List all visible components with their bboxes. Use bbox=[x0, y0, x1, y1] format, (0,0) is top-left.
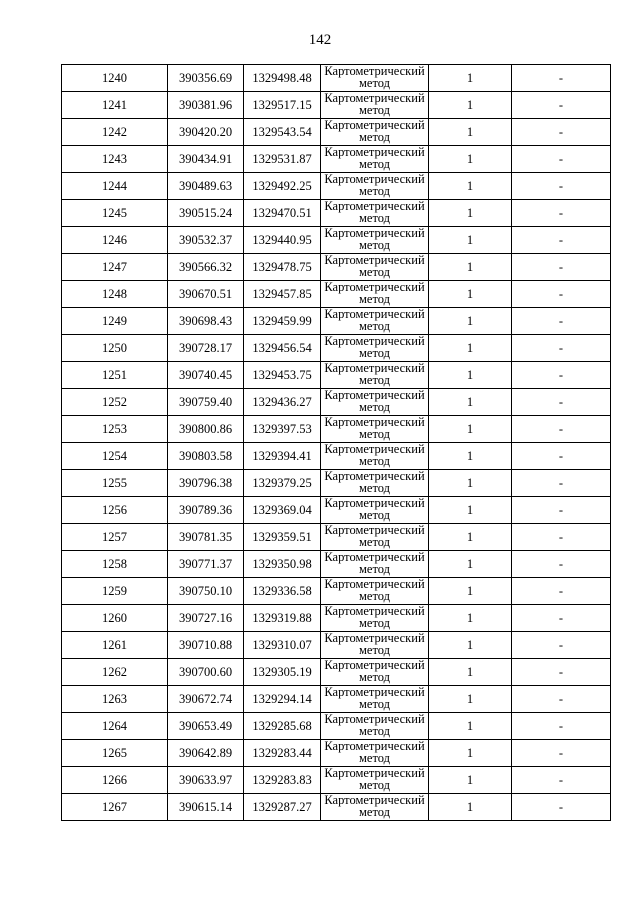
y-coordinate-cell: 1329350.98 bbox=[244, 551, 321, 578]
method-cell bbox=[321, 389, 429, 416]
y-coordinate-cell: 1329283.83 bbox=[244, 767, 321, 794]
accuracy-cell: 1 bbox=[429, 173, 512, 200]
point-number-cell: 1256 bbox=[62, 497, 168, 524]
note-cell: - bbox=[512, 605, 611, 632]
accuracy-cell: 1 bbox=[429, 605, 512, 632]
y-coordinate-cell: 1329459.99 bbox=[244, 308, 321, 335]
method-cell bbox=[321, 281, 429, 308]
method-line-1: Картометрический bbox=[324, 226, 425, 240]
method-line-2: метод bbox=[358, 157, 390, 171]
method-line-1: Картометрический bbox=[324, 766, 425, 780]
y-coordinate-cell: 1329394.41 bbox=[244, 443, 321, 470]
method-cell bbox=[321, 200, 429, 227]
note-cell: - bbox=[512, 173, 611, 200]
accuracy-cell: 1 bbox=[429, 416, 512, 443]
method-line-2: метод bbox=[358, 616, 390, 630]
accuracy-cell: 1 bbox=[429, 794, 512, 821]
method-cell bbox=[321, 686, 429, 713]
table-row bbox=[62, 443, 611, 470]
method-line-2: метод bbox=[358, 238, 390, 252]
x-coordinate-cell: 390566.32 bbox=[168, 254, 244, 281]
table-row bbox=[62, 524, 611, 551]
table-row bbox=[62, 65, 611, 92]
method-line-2: метод bbox=[358, 265, 390, 279]
accuracy-cell: 1 bbox=[429, 497, 512, 524]
method-cell bbox=[321, 713, 429, 740]
y-coordinate-cell: 1329369.04 bbox=[244, 497, 321, 524]
table-row bbox=[62, 146, 611, 173]
method-cell bbox=[321, 632, 429, 659]
method-line-2: метод bbox=[358, 643, 390, 657]
point-number-cell: 1252 bbox=[62, 389, 168, 416]
x-coordinate-cell: 390653.49 bbox=[168, 713, 244, 740]
y-coordinate-cell: 1329305.19 bbox=[244, 659, 321, 686]
y-coordinate-cell: 1329492.25 bbox=[244, 173, 321, 200]
accuracy-cell: 1 bbox=[429, 632, 512, 659]
method-line-2: метод bbox=[358, 292, 390, 306]
method-line-1: Картометрический bbox=[324, 442, 425, 456]
x-coordinate-cell: 390515.24 bbox=[168, 200, 244, 227]
note-cell: - bbox=[512, 524, 611, 551]
method-line-1: Картометрический bbox=[324, 496, 425, 510]
method-cell bbox=[321, 92, 429, 119]
method-line-1: Картометрический bbox=[324, 334, 425, 348]
note-cell: - bbox=[512, 767, 611, 794]
accuracy-cell: 1 bbox=[429, 551, 512, 578]
point-number-cell: 1241 bbox=[62, 92, 168, 119]
method-line-1: Картометрический bbox=[324, 577, 425, 591]
note-cell: - bbox=[512, 65, 611, 92]
accuracy-cell: 1 bbox=[429, 389, 512, 416]
point-number-cell: 1245 bbox=[62, 200, 168, 227]
table-row bbox=[62, 632, 611, 659]
table-row bbox=[62, 335, 611, 362]
accuracy-cell: 1 bbox=[429, 254, 512, 281]
accuracy-cell: 1 bbox=[429, 308, 512, 335]
table-row bbox=[62, 551, 611, 578]
accuracy-cell: 1 bbox=[429, 470, 512, 497]
method-cell bbox=[321, 794, 429, 821]
accuracy-cell: 1 bbox=[429, 335, 512, 362]
method-cell bbox=[321, 119, 429, 146]
accuracy-cell: 1 bbox=[429, 362, 512, 389]
table-row bbox=[62, 713, 611, 740]
table-row bbox=[62, 740, 611, 767]
y-coordinate-cell: 1329336.58 bbox=[244, 578, 321, 605]
x-coordinate-cell: 390615.14 bbox=[168, 794, 244, 821]
method-cell bbox=[321, 173, 429, 200]
point-number-cell: 1255 bbox=[62, 470, 168, 497]
note-cell: - bbox=[512, 740, 611, 767]
x-coordinate-cell: 390700.60 bbox=[168, 659, 244, 686]
note-cell: - bbox=[512, 443, 611, 470]
method-line-1: Картометрический bbox=[324, 739, 425, 753]
y-coordinate-cell: 1329498.48 bbox=[244, 65, 321, 92]
method-line-2: метод bbox=[358, 508, 390, 522]
x-coordinate-cell: 390759.40 bbox=[168, 389, 244, 416]
method-line-2: метод bbox=[358, 346, 390, 360]
y-coordinate-cell: 1329456.54 bbox=[244, 335, 321, 362]
note-cell: - bbox=[512, 362, 611, 389]
x-coordinate-cell: 390642.89 bbox=[168, 740, 244, 767]
table-row bbox=[62, 389, 611, 416]
method-line-2: метод bbox=[358, 724, 390, 738]
method-line-1: Картометрический bbox=[324, 145, 425, 159]
coordinates-table-body bbox=[62, 65, 611, 821]
method-cell bbox=[321, 470, 429, 497]
accuracy-cell: 1 bbox=[429, 281, 512, 308]
page-number: 142 bbox=[308, 32, 332, 48]
note-cell: - bbox=[512, 92, 611, 119]
note-cell: - bbox=[512, 146, 611, 173]
table-row bbox=[62, 497, 611, 524]
point-number-cell: 1259 bbox=[62, 578, 168, 605]
accuracy-cell: 1 bbox=[429, 686, 512, 713]
table-row bbox=[62, 200, 611, 227]
note-cell: - bbox=[512, 686, 611, 713]
method-cell bbox=[321, 227, 429, 254]
x-coordinate-cell: 390727.16 bbox=[168, 605, 244, 632]
accuracy-cell: 1 bbox=[429, 65, 512, 92]
method-line-2: метод bbox=[358, 805, 390, 819]
x-coordinate-cell: 390356.69 bbox=[168, 65, 244, 92]
y-coordinate-cell: 1329517.15 bbox=[244, 92, 321, 119]
note-cell: - bbox=[512, 416, 611, 443]
x-coordinate-cell: 390434.91 bbox=[168, 146, 244, 173]
method-line-1: Картометрический bbox=[324, 388, 425, 402]
table-row bbox=[62, 794, 611, 821]
y-coordinate-cell: 1329543.54 bbox=[244, 119, 321, 146]
table-row bbox=[62, 605, 611, 632]
y-coordinate-cell: 1329310.07 bbox=[244, 632, 321, 659]
point-number-cell: 1246 bbox=[62, 227, 168, 254]
method-line-1: Картометрический bbox=[324, 361, 425, 375]
point-number-cell: 1253 bbox=[62, 416, 168, 443]
y-coordinate-cell: 1329285.68 bbox=[244, 713, 321, 740]
accuracy-cell: 1 bbox=[429, 443, 512, 470]
table-row bbox=[62, 578, 611, 605]
x-coordinate-cell: 390781.35 bbox=[168, 524, 244, 551]
x-coordinate-cell: 390750.10 bbox=[168, 578, 244, 605]
table-row bbox=[62, 92, 611, 119]
method-line-2: метод bbox=[358, 184, 390, 198]
method-line-2: метод bbox=[358, 130, 390, 144]
table-row bbox=[62, 362, 611, 389]
method-line-2: метод bbox=[358, 76, 390, 90]
note-cell: - bbox=[512, 389, 611, 416]
note-cell: - bbox=[512, 551, 611, 578]
table-row bbox=[62, 308, 611, 335]
method-cell bbox=[321, 767, 429, 794]
point-number-cell: 1265 bbox=[62, 740, 168, 767]
y-coordinate-cell: 1329319.88 bbox=[244, 605, 321, 632]
method-cell bbox=[321, 524, 429, 551]
y-coordinate-cell: 1329379.25 bbox=[244, 470, 321, 497]
method-cell bbox=[321, 335, 429, 362]
method-line-1: Картометрический bbox=[324, 658, 425, 672]
method-cell bbox=[321, 308, 429, 335]
y-coordinate-cell: 1329457.85 bbox=[244, 281, 321, 308]
table-row bbox=[62, 659, 611, 686]
y-coordinate-cell: 1329440.95 bbox=[244, 227, 321, 254]
accuracy-cell: 1 bbox=[429, 659, 512, 686]
accuracy-cell: 1 bbox=[429, 119, 512, 146]
method-cell bbox=[321, 605, 429, 632]
method-line-1: Картометрический bbox=[324, 469, 425, 483]
method-line-1: Картометрический bbox=[324, 172, 425, 186]
method-line-1: Картометрический bbox=[324, 712, 425, 726]
accuracy-cell: 1 bbox=[429, 740, 512, 767]
method-line-2: метод bbox=[358, 427, 390, 441]
method-line-2: метод bbox=[358, 589, 390, 603]
point-number-cell: 1254 bbox=[62, 443, 168, 470]
accuracy-cell: 1 bbox=[429, 92, 512, 119]
method-line-2: метод bbox=[358, 103, 390, 117]
x-coordinate-cell: 390803.58 bbox=[168, 443, 244, 470]
table-row bbox=[62, 227, 611, 254]
y-coordinate-cell: 1329294.14 bbox=[244, 686, 321, 713]
method-line-2: метод bbox=[358, 400, 390, 414]
method-line-2: метод bbox=[358, 778, 390, 792]
point-number-cell: 1248 bbox=[62, 281, 168, 308]
point-number-cell: 1261 bbox=[62, 632, 168, 659]
table-row bbox=[62, 470, 611, 497]
y-coordinate-cell: 1329478.75 bbox=[244, 254, 321, 281]
point-number-cell: 1244 bbox=[62, 173, 168, 200]
y-coordinate-cell: 1329436.27 bbox=[244, 389, 321, 416]
note-cell: - bbox=[512, 578, 611, 605]
method-line-2: метод bbox=[358, 562, 390, 576]
method-line-1: Картометрический bbox=[324, 523, 425, 537]
note-cell: - bbox=[512, 335, 611, 362]
point-number-cell: 1240 bbox=[62, 65, 168, 92]
table-row bbox=[62, 686, 611, 713]
accuracy-cell: 1 bbox=[429, 524, 512, 551]
y-coordinate-cell: 1329283.44 bbox=[244, 740, 321, 767]
point-number-cell: 1263 bbox=[62, 686, 168, 713]
accuracy-cell: 1 bbox=[429, 200, 512, 227]
x-coordinate-cell: 390710.88 bbox=[168, 632, 244, 659]
method-line-1: Картометрический bbox=[324, 199, 425, 213]
accuracy-cell: 1 bbox=[429, 713, 512, 740]
point-number-cell: 1264 bbox=[62, 713, 168, 740]
point-number-cell: 1243 bbox=[62, 146, 168, 173]
method-line-2: метод bbox=[358, 751, 390, 765]
method-cell bbox=[321, 551, 429, 578]
x-coordinate-cell: 390771.37 bbox=[168, 551, 244, 578]
y-coordinate-cell: 1329470.51 bbox=[244, 200, 321, 227]
table-row bbox=[62, 254, 611, 281]
table-row bbox=[62, 173, 611, 200]
method-line-2: метод bbox=[358, 535, 390, 549]
method-cell bbox=[321, 740, 429, 767]
point-number-cell: 1249 bbox=[62, 308, 168, 335]
point-number-cell: 1247 bbox=[62, 254, 168, 281]
note-cell: - bbox=[512, 227, 611, 254]
note-cell: - bbox=[512, 659, 611, 686]
note-cell: - bbox=[512, 497, 611, 524]
x-coordinate-cell: 390489.63 bbox=[168, 173, 244, 200]
point-number-cell: 1262 bbox=[62, 659, 168, 686]
method-cell bbox=[321, 65, 429, 92]
method-line-1: Картометрический bbox=[324, 631, 425, 645]
accuracy-cell: 1 bbox=[429, 146, 512, 173]
method-cell bbox=[321, 146, 429, 173]
point-number-cell: 1251 bbox=[62, 362, 168, 389]
point-number-cell: 1267 bbox=[62, 794, 168, 821]
x-coordinate-cell: 390672.74 bbox=[168, 686, 244, 713]
point-number-cell: 1257 bbox=[62, 524, 168, 551]
y-coordinate-cell: 1329287.27 bbox=[244, 794, 321, 821]
x-coordinate-cell: 390796.38 bbox=[168, 470, 244, 497]
point-number-cell: 1242 bbox=[62, 119, 168, 146]
method-line-2: метод bbox=[358, 454, 390, 468]
y-coordinate-cell: 1329531.87 bbox=[244, 146, 321, 173]
note-cell: - bbox=[512, 794, 611, 821]
x-coordinate-cell: 390789.36 bbox=[168, 497, 244, 524]
x-coordinate-cell: 390698.43 bbox=[168, 308, 244, 335]
accuracy-cell: 1 bbox=[429, 578, 512, 605]
method-line-1: Картометрический bbox=[324, 118, 425, 132]
x-coordinate-cell: 390633.97 bbox=[168, 767, 244, 794]
note-cell: - bbox=[512, 200, 611, 227]
method-line-1: Картометрический bbox=[324, 91, 425, 105]
method-line-1: Картометрический bbox=[324, 793, 425, 807]
note-cell: - bbox=[512, 254, 611, 281]
y-coordinate-cell: 1329359.51 bbox=[244, 524, 321, 551]
note-cell: - bbox=[512, 308, 611, 335]
method-line-2: метод bbox=[358, 373, 390, 387]
x-coordinate-cell: 390420.20 bbox=[168, 119, 244, 146]
method-cell bbox=[321, 659, 429, 686]
note-cell: - bbox=[512, 119, 611, 146]
method-line-2: метод bbox=[358, 670, 390, 684]
table-row bbox=[62, 416, 611, 443]
x-coordinate-cell: 390728.17 bbox=[168, 335, 244, 362]
method-line-1: Картометрический bbox=[324, 550, 425, 564]
x-coordinate-cell: 390740.45 bbox=[168, 362, 244, 389]
method-cell bbox=[321, 416, 429, 443]
point-number-cell: 1260 bbox=[62, 605, 168, 632]
point-number-cell: 1250 bbox=[62, 335, 168, 362]
method-line-1: Картометрический bbox=[324, 253, 425, 267]
x-coordinate-cell: 390532.37 bbox=[168, 227, 244, 254]
point-number-cell: 1266 bbox=[62, 767, 168, 794]
method-line-1: Картометрический bbox=[324, 685, 425, 699]
table-row bbox=[62, 767, 611, 794]
note-cell: - bbox=[512, 470, 611, 497]
note-cell: - bbox=[512, 632, 611, 659]
accuracy-cell: 1 bbox=[429, 227, 512, 254]
method-line-2: метод bbox=[358, 697, 390, 711]
method-cell bbox=[321, 443, 429, 470]
coordinates-table bbox=[61, 64, 611, 821]
y-coordinate-cell: 1329397.53 bbox=[244, 416, 321, 443]
x-coordinate-cell: 390800.86 bbox=[168, 416, 244, 443]
table-row bbox=[62, 281, 611, 308]
note-cell: - bbox=[512, 281, 611, 308]
y-coordinate-cell: 1329453.75 bbox=[244, 362, 321, 389]
x-coordinate-cell: 390670.51 bbox=[168, 281, 244, 308]
method-line-1: Картометрический bbox=[324, 280, 425, 294]
method-cell bbox=[321, 254, 429, 281]
note-cell: - bbox=[512, 713, 611, 740]
method-cell bbox=[321, 362, 429, 389]
accuracy-cell: 1 bbox=[429, 767, 512, 794]
method-line-1: Картометрический bbox=[324, 307, 425, 321]
method-cell bbox=[321, 578, 429, 605]
method-cell bbox=[321, 497, 429, 524]
method-line-2: метод bbox=[358, 481, 390, 495]
method-line-2: метод bbox=[358, 211, 390, 225]
x-coordinate-cell: 390381.96 bbox=[168, 92, 244, 119]
method-line-2: метод bbox=[358, 319, 390, 333]
method-line-1: Картометрический bbox=[324, 64, 425, 78]
table-row bbox=[62, 119, 611, 146]
point-number-cell: 1258 bbox=[62, 551, 168, 578]
method-line-1: Картометрический bbox=[324, 604, 425, 618]
method-line-1: Картометрический bbox=[324, 415, 425, 429]
